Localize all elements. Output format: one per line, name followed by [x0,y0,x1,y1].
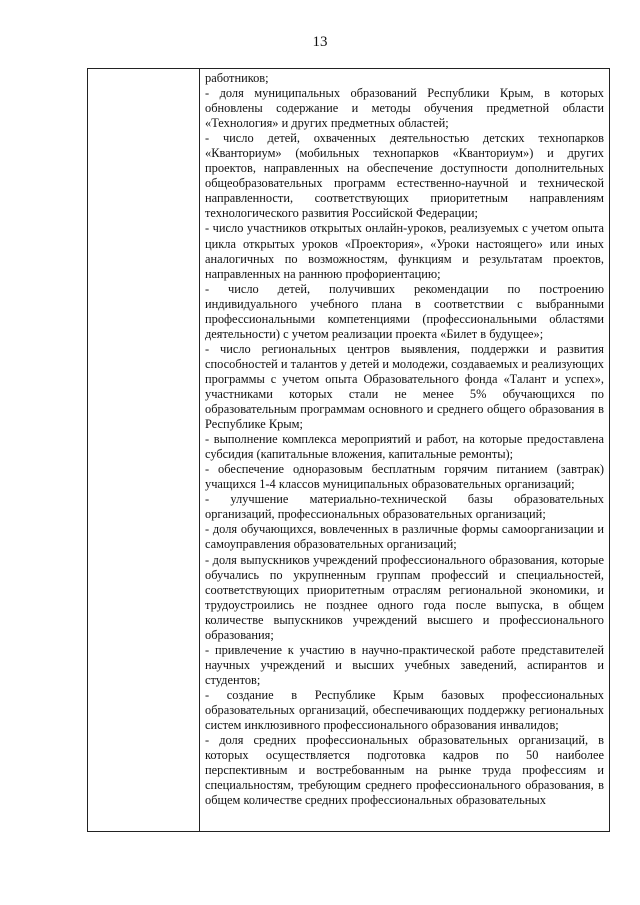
page-number: 13 [312,34,328,50]
indicator-item: - доля обучающихся, вовлеченных в различные формы самоорганизации и самоуправления образовательных организаций; [205,522,604,552]
indicator-item: - создание в Республике Крым базовых профессиональных образовательных организаций, обеспечивающих поддержку региональных систем инклюзивного профессионального образования инвалидов; [205,687,604,733]
indicator-item: - доля средних профессиональных образовательных организаций, в которых осуществляется подготовка кадров по 50 наиболее перспективным и востребованным на рынке труда профессиям и специальностям, требующим среднего профессионального образования, в общем количестве средних профессиональных образовательных [205,733,604,808]
indicator-item: - число детей, получивших рекомендации по построению индивидуального учебного плана в соответствии с выбранными профессиональными компетенциями (профессиональными областями деятельности) с учетом реализации проекта «Билет в будущее»; [205,281,604,341]
indicators-table [87,68,610,832]
indicator-item: - обеспечение одноразовым бесплатным горячим питанием (завтрак) учащихся 1-4 классов муниципальных образовательных организаций; [205,462,604,492]
indicator-item: - доля муниципальных образований Республики Крым, в которых обновлены содержание и методы обучения предметной области «Технология» и других предметных областей; [205,86,604,131]
indicator-item: - число участников открытых онлайн-уроков, реализуемых с учетом опыта цикла открытых уроков «Проектория», «Уроки настоящего» или иных аналогичных по возможностям, функциям и результатам проектов, направленных на раннюю профориентацию; [205,221,604,281]
indicator-item: работников; [205,71,269,85]
table-left-cell [88,69,200,831]
indicator-item: - доля выпускников учреждений профессионального образования, которые обучались по укрупненным группам профессий и специальностей, соответствующих приоритетным отраслям региональной экономики, и трудоустроились не позднее одного года после выпуска, в общем количестве выпускников учреждений высшего и профессионального образования; [205,552,604,642]
indicator-item: - выполнение комплекса мероприятий и работ, на которые предоставлена субсидия (капитальные вложения, капитальные ремонты); [205,432,604,462]
indicator-item: - привлечение к участию в научно-практической работе представителей научных учреждений и высших учебных заведений, аспирантов и студентов; [205,642,604,687]
indicator-item: - улучшение материально-технической базы образовательных организаций, профессиональных образовательных организаций; [205,492,604,522]
table-right-cell [205,71,604,808]
indicator-item: - число детей, охваченных деятельностью детских технопарков «Кванториум» (мобильных технопарков «Кванториум») и других проектов, направленных на обеспечение доступности дополнительных общеобразовательных программ естественно-научной и технической направленности, соответствующих приоритетным направлениям технологического развития Российской Федерации; [205,131,604,221]
indicator-item: - число региональных центров выявления, поддержки и развития способностей и талантов у детей и молодежи, создаваемых и реализующих программы с учетом опыта Образовательного фонда «Талант и успех», участниками которых стали не менее 5% обучающихся по образовательным программам основного и среднего общего образования в Республике Крым; [205,341,604,432]
